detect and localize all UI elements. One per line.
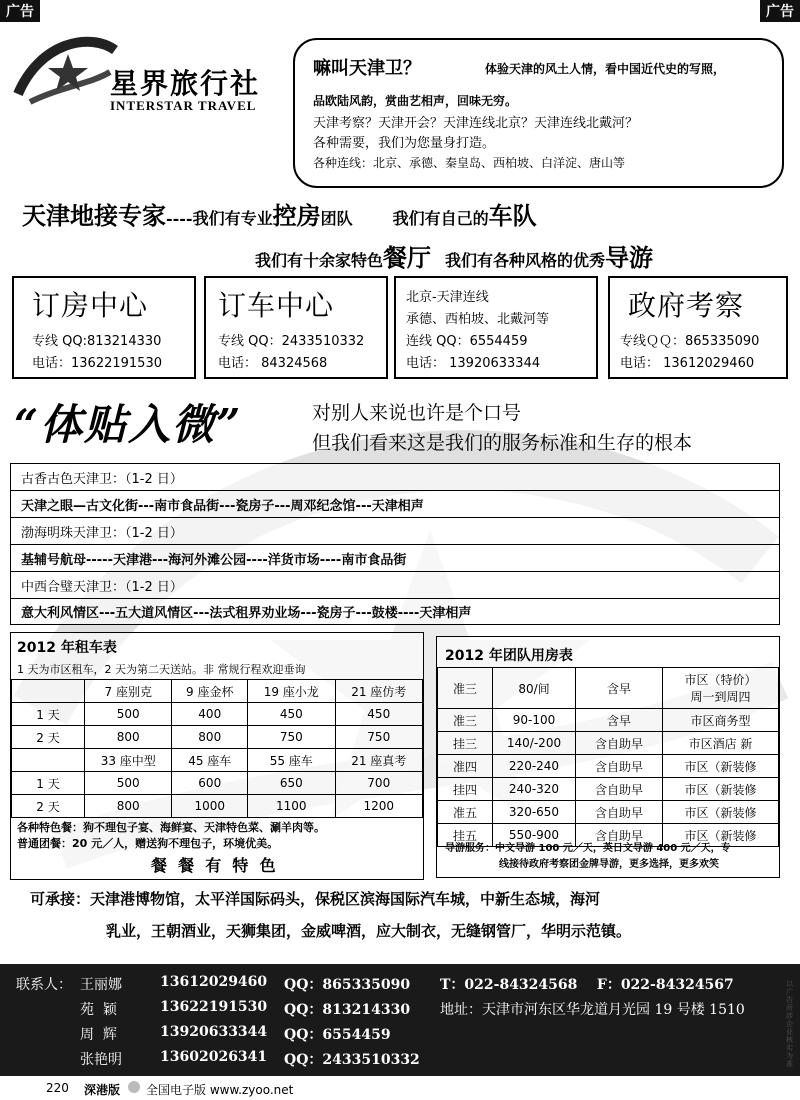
contact-phone: 13920633344	[160, 1024, 268, 1040]
table-cell: 挂五	[438, 824, 493, 847]
table-cell: 9 座金杯	[172, 680, 248, 703]
table-row	[438, 778, 779, 801]
route-text: 天津之眼—古文化街---南市食品街---瓷房子---周邓纪念馆---天津相声	[21, 499, 424, 514]
slogan-text: 我们有自己的	[392, 209, 489, 228]
care-line1: 对别人来说也许是个口号	[312, 402, 522, 424]
page-bottom-bar	[0, 1078, 800, 1100]
hotel-table	[437, 667, 779, 847]
bubble-headline: 嘛叫天津卫？	[313, 58, 421, 79]
route-item	[11, 491, 779, 518]
box-phone: 电话： 13920633344	[406, 356, 541, 371]
box-route-places: 承德、西柏坡、北戴河等	[406, 312, 550, 327]
route-text: 基辅号航母-----天津港---海河外滩公园----洋货市场----南市食品街	[21, 553, 407, 568]
contact-footer	[0, 964, 800, 1076]
bubble-line5: 各种连线：北京、承德、秦皇岛、西柏坡、白洋淀、唐山等	[313, 156, 626, 170]
table-cell: 含自助早	[576, 778, 663, 801]
hotel-head-line: 市区（特价）	[684, 673, 757, 687]
route-group-title	[11, 572, 779, 599]
box-beijing-route	[394, 276, 598, 379]
slogan-highlight: 车队	[488, 201, 537, 230]
table-cell: 90-100	[493, 709, 576, 732]
table-cell: 市区（新装修	[663, 778, 779, 801]
table-cell: 550-900	[493, 824, 576, 847]
table-cell: 1200	[335, 795, 423, 818]
bubble-line2: 品欧陆风韵，赏曲艺相声，回味无穷。	[313, 94, 518, 108]
edition-label: 深港版	[84, 1083, 121, 1097]
bubble-line4: 各种需要，我们为您量身打造。	[313, 136, 496, 151]
table-row	[12, 680, 423, 703]
table-cell: 55 座车	[248, 749, 335, 772]
table-cell: 挂四	[438, 778, 493, 801]
table-cell: 140/-200	[493, 732, 576, 755]
table-cell: 220-240	[493, 755, 576, 778]
table-cell: 33 座中型	[85, 749, 172, 772]
table-cell: 19 座小龙	[248, 680, 335, 703]
ad-tag-right: 广告	[760, 0, 800, 22]
route-text: 渤海明珠天津卫：（1-2 日）	[21, 526, 183, 541]
globe-icon	[128, 1081, 140, 1093]
contact-phone: 13602026341	[160, 1049, 268, 1065]
table-cell: 1000	[172, 795, 248, 818]
table-cell: 320-650	[493, 801, 576, 824]
table-cell: 市区酒店 新	[663, 732, 779, 755]
table-cell: 准五	[438, 801, 493, 824]
slogan-highlight: 控房	[272, 201, 321, 230]
table-cell: 21 座仿考	[335, 680, 423, 703]
box-qq: 专线 QQ：2433510332	[218, 334, 365, 349]
route-group-title	[11, 518, 779, 545]
table-row	[12, 772, 423, 795]
hotel-title: 2012 年团队用房表	[445, 648, 573, 664]
table-cell	[12, 680, 85, 703]
table-cell: 市区商务型	[663, 709, 779, 732]
table-row	[438, 668, 779, 709]
table-row	[12, 749, 423, 772]
table-row	[438, 732, 779, 755]
table-cell: 45 座车	[172, 749, 248, 772]
slogan-highlight: 导游	[605, 243, 654, 272]
table-cell: 450	[335, 703, 423, 726]
table-cell: 600	[172, 772, 248, 795]
route-group-title	[11, 464, 779, 491]
table-cell: 准四	[438, 755, 493, 778]
route-text: 中西合璧天津卫：（1-2 日）	[21, 580, 183, 595]
contact-label: 联系人：	[16, 977, 72, 993]
box-phone: 电话： 13612029460	[620, 356, 755, 371]
table-cell: 1 天	[12, 772, 85, 795]
car-rental-panel	[10, 632, 424, 880]
table-cell: 500	[85, 772, 172, 795]
table-cell: 含自助早	[576, 732, 663, 755]
ad-tag-left: 广告	[0, 0, 40, 22]
table-cell: 800	[172, 726, 248, 749]
clients-line1	[30, 888, 600, 909]
box-phone: 电话： 84324568	[218, 356, 328, 371]
car-rental-table	[11, 679, 423, 818]
page-number: 220	[46, 1081, 69, 1095]
hotel-head-line: 周一到周四	[690, 690, 751, 704]
table-cell: 含早	[576, 709, 663, 732]
route-item	[11, 545, 779, 572]
table-cell: 市区（新装修	[663, 824, 779, 847]
table-cell: 2 天	[12, 795, 85, 818]
logo-en: INTERSTAR TRAVEL	[110, 98, 257, 113]
contact-name: 张艳明	[80, 1052, 122, 1068]
meal-slogan: 餐 餐 有 特 色	[151, 856, 276, 875]
table-cell: 750	[248, 726, 335, 749]
table-row	[438, 755, 779, 778]
table-cell: 450	[248, 703, 335, 726]
box-hotel-center	[12, 276, 196, 379]
clients-label: 可承接：	[30, 890, 91, 908]
contact-qq: QQ：865335090	[284, 977, 411, 993]
slogan-text: 我们有十余家特色	[255, 251, 384, 270]
table-cell: 准三	[438, 668, 493, 709]
care-line2: 但我们看来这是我们的服务标准和生存的根本	[312, 432, 693, 454]
table-cell: 市区（新装修	[663, 755, 779, 778]
table-row	[12, 726, 423, 749]
route-item	[11, 598, 779, 624]
national-edition: 全国电子版 www.zyoo.net	[146, 1083, 294, 1097]
side-disclaimer: 以广告所涉企业核实为准	[786, 980, 793, 1068]
table-row	[438, 801, 779, 824]
guide-service-1: 导游服务：中文导游 100 元／天，英日文导游 400 元／天，专	[445, 843, 731, 854]
table-cell: 准三	[438, 709, 493, 732]
table-cell	[12, 749, 85, 772]
logo-cn: 星界旅行社	[110, 67, 261, 100]
car-note: 1 天为市区租车，2 天为第二天送站。非 常规行程欢迎垂询	[17, 663, 306, 676]
contact-qq: QQ：6554459	[284, 1027, 391, 1043]
contact-name: 苑 颖	[80, 1002, 117, 1018]
box-qq: 专线ＱＱ：865335090	[620, 334, 760, 349]
clients-line2: 乳业，王朝酒业，天狮集团，金威啤酒，应大制衣，无缝钢管厂，华明示范镇。	[106, 922, 632, 940]
table-row	[12, 703, 423, 726]
slogan-text: 我们有各种风格的优秀	[445, 251, 606, 270]
table-cell: 市区（新装修	[663, 801, 779, 824]
clients-text: 天津港博物馆，太平洋国际码头，保税区滨海国际汽车城，中新生态城，海河	[90, 890, 601, 908]
contact-name: 王丽娜	[80, 977, 122, 993]
slogan-row-2	[255, 238, 653, 273]
contact-phone: 13622191530	[160, 999, 268, 1015]
bubble-headline-rest: 体验天津的风土人情，看中国近代史的写照，	[485, 62, 726, 76]
table-cell: 800	[85, 795, 172, 818]
contact-tel-fax: T：022-84324568 F：022-84324567	[440, 977, 734, 993]
slogan-row-1	[22, 196, 537, 231]
slogan-text: 团队	[320, 209, 353, 228]
table-cell: 21 座真考	[335, 749, 423, 772]
contact-qq: QQ：813214330	[284, 1002, 411, 1018]
guide-service-2: 线接待政府考察团金牌导游，更多选择，更多欢笑	[499, 859, 719, 870]
hotel-panel	[436, 636, 780, 878]
bubble-line3: 天津考察？天津开会？天津连线北京？天津连线北戴河？	[313, 116, 639, 131]
table-cell: 240-320	[493, 778, 576, 801]
box-phone: 电话：13622191530	[32, 356, 162, 371]
car-title: 2012 年租车表	[17, 640, 117, 656]
box-title: 订车中心	[218, 289, 335, 322]
table-cell	[663, 668, 779, 709]
table-cell: 含自助早	[576, 824, 663, 847]
contact-qq: QQ：2433510332	[284, 1052, 420, 1068]
box-gov-visit	[608, 276, 788, 379]
contact-name: 周 辉	[80, 1027, 117, 1043]
table-row	[438, 709, 779, 732]
table-cell: 2 天	[12, 726, 85, 749]
contact-address: 地址：天津市河东区华龙道月光园 19 号楼 1510	[440, 1002, 745, 1018]
care-title: “体贴入微”	[14, 400, 243, 449]
box-title: 政府考察	[628, 289, 745, 322]
table-cell: 1100	[248, 795, 335, 818]
slogan-text: ----我们有专业	[166, 209, 273, 228]
box-qq: 专线 QQ:813214330	[32, 334, 162, 349]
table-cell: 800	[85, 726, 172, 749]
box-car-center	[204, 276, 388, 379]
table-cell: 750	[335, 726, 423, 749]
table-cell: 挂三	[438, 732, 493, 755]
meal-regular: 普通团餐：20 元／人，赠送狗不理包子，环境优美。	[17, 837, 279, 850]
table-cell: 含自助早	[576, 755, 663, 778]
table-cell: 1 天	[12, 703, 85, 726]
intro-bubble	[293, 38, 784, 188]
table-cell: 700	[335, 772, 423, 795]
box-title: 订房中心	[32, 289, 149, 322]
route-text: 意大利风情区---五大道风情区---法式租界劝业场---瓷房子---鼓楼----天津相声	[21, 606, 472, 621]
table-cell: 含自助早	[576, 801, 663, 824]
box-qq: 连线 QQ：6554459	[406, 334, 528, 349]
box-route-title: 北京-天津连线	[406, 290, 489, 305]
table-cell: 含早	[576, 668, 663, 709]
route-list	[10, 463, 780, 625]
slogan-highlight: 餐厅	[383, 243, 432, 272]
slogan-expert: 天津地接专家	[22, 201, 166, 230]
contact-phone: 13612029460	[160, 974, 268, 990]
table-cell: 80/间	[493, 668, 576, 709]
table-cell: 500	[85, 703, 172, 726]
route-text: 古香古色天津卫：（1-2 日）	[21, 472, 183, 487]
company-logo	[10, 32, 280, 122]
table-cell: 400	[172, 703, 248, 726]
star-swoosh-icon	[10, 32, 120, 112]
table-cell: 7 座别克	[85, 680, 172, 703]
meal-special: 各种特色餐：狗不理包子宴、海鲜宴、天津特色菜、涮羊肉等。	[17, 821, 325, 834]
table-cell: 650	[248, 772, 335, 795]
table-row	[12, 795, 423, 818]
